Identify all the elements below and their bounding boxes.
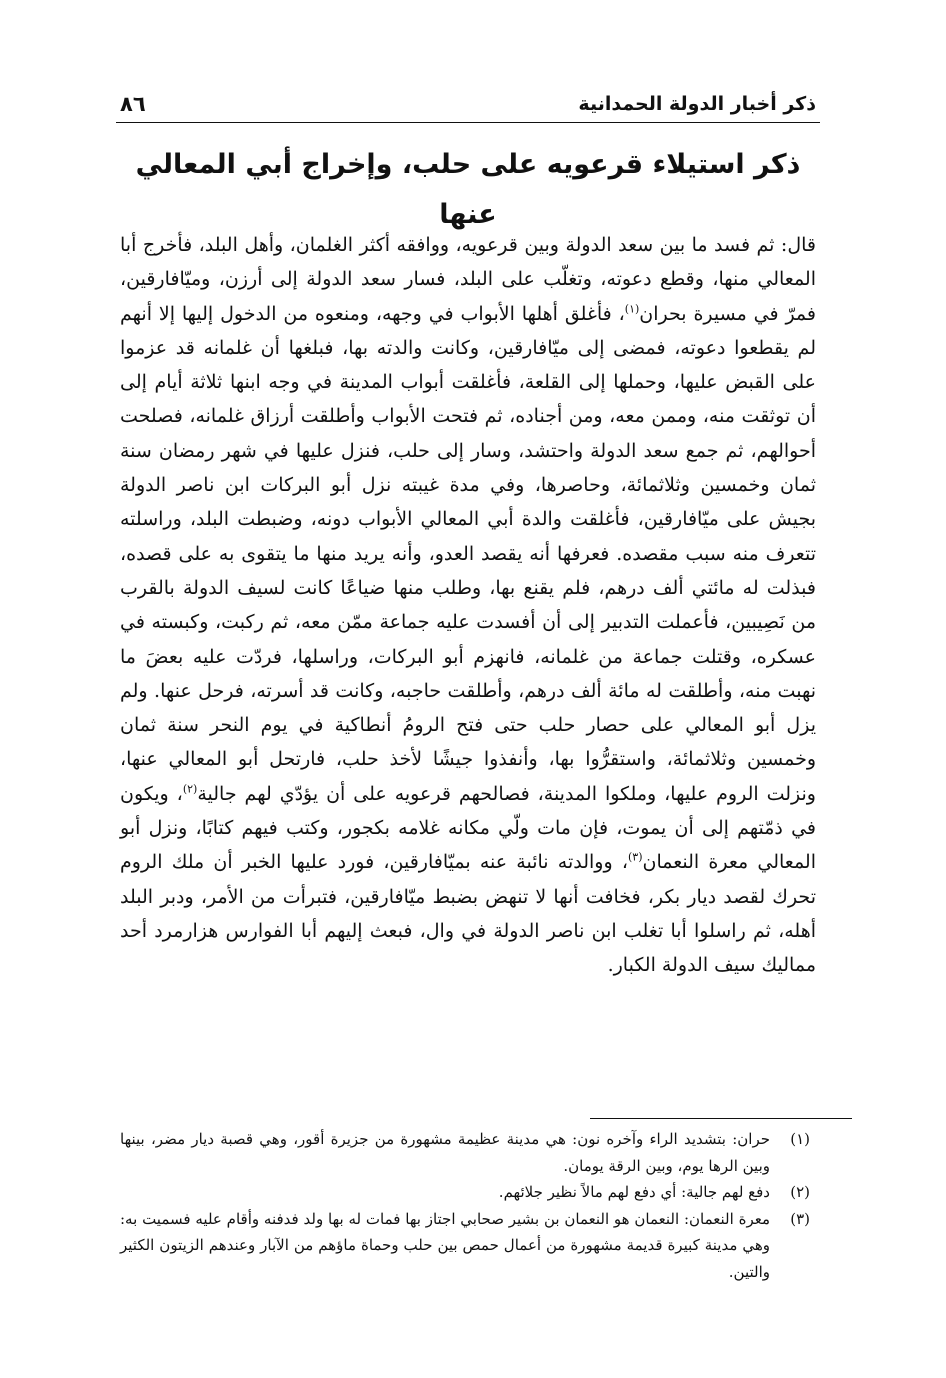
header-rule	[116, 122, 820, 123]
body-paragraph	[120, 228, 816, 983]
body-text-segment: قال: ثم فسد ما بين سعد الدولة وبين قرعويه، ووافقه أكثر الغلمان، وأهل البلد، فأخرج أبا المعالي منها، وقطع دعوته، وتغلّب على البلد، فسار سعد الدولة إلى أرزن، وميّافارقين، فمرّ في مسيرة بحران	[120, 234, 816, 325]
footnote-number: (٢)	[790, 1183, 810, 1201]
footnote-item	[120, 1179, 816, 1206]
footnote-rule	[590, 1118, 852, 1119]
footnote-item	[120, 1206, 816, 1286]
footnote-number: (٣)	[790, 1209, 810, 1228]
footnote-ref-1[interactable]: (١)	[624, 302, 640, 316]
footnotes-list	[120, 1126, 816, 1285]
page-number: ٨٦	[120, 92, 146, 116]
footnote-ref-3[interactable]: (٣)	[627, 851, 643, 865]
footnote-ref-2[interactable]: (٢)	[182, 782, 198, 796]
running-head	[120, 86, 816, 122]
footnote-text: دفع لهم جالية: أي دفع لهم مالاً نظير جلائهم.	[498, 1183, 770, 1201]
footnote-number: (١)	[790, 1130, 810, 1148]
body-text-segment: ، ووالدته نائبة عنه بميّافارقين، فورد عليها الخبر أن ملك الروم تحرك لقصد ديار بكر، فخافت أنها لا تنهض بضبط ميّافارقين، فتبرأت من الأمر، ودبر البلد أهله، ثم راسلوا أبا تغلب ابن ناصر الدولة في وال، فبعث إليهم أبا الفوارس هزارمرد أحد مماليك سيف الدولة الكبار.	[120, 851, 816, 977]
running-title: ذكر أخبار الدولة الحمدانية	[578, 93, 816, 115]
footnote-text: حران: بتشديد الراء وآخره نون: هي مدينة عظيمة مشهورة من جزيرة أقور، وهي قصبة ديار مضر، بينها وبين الرها يوم، وبين الرقة يومان.	[120, 1130, 770, 1175]
footnote-text: معرة النعمان: النعمان هو النعمان بن بشير صحابي اجتاز بها فمات له بها ولد فدفنه وأقام عليه فسميت به: وهي مدينة كبيرة قديمة مشهورة من أعمال حمص بين حلب وحماة ماؤهم من الآبار وعندهم الزيتون الكثير والتين.	[120, 1209, 770, 1281]
footnote-item	[120, 1126, 816, 1179]
chapter-title: ذكر استيلاء قرعويه على حلب، وإخراج أبي المعالي عنها	[135, 149, 801, 230]
body-text-segment: ، فأغلق أهلها الأبواب في وجهه، ومنعوه من الدخول إليها إلا أنهم لم يقطعوا دعوته، فمضى إلى ميّافارقين، وكانت والدته بها، فبلغها أن غلمانه قد عزموا على القبض عليها، وحملها إلى القلعة، فأغلقت أبواب المدينة في وجه ابنها ثلاثة أيام إلى أن توثقت منه، وممن معه، ومن أجناده، ثم فتحت الأبواب وأطلقت أرزاق غلمانه، فصلحت أحوالهم، ثم جمع سعد الدولة واحتشد، وسار إلى حلب، فنزل عليها في شهر رمضان سنة ثمان وخمسين وثلاثمائة، وحاصرها، وفي مدة غيبته نزل أبو البركات ابن ناصر الدولة بجيش على ميّافارقين، فأغلقت والدة أبي المعالي الأبواب دونه، وضبطت البلد، وراسلته تتعرف منه سبب مقصده. فعرفها أنه يقصد العدو، وأنه يريد منها ما يتقوى به على قصده، فبذلت له مائتي ألف درهم، فلم يقنع بها، وطلب منها ضياعًا كانت لسيف الدولة بالقرب من نَصِيبين، فأعملت التدبير إلى أن أفسدت عليه جماعة ممّن معه، ثم ركبت، وكبسته في عسكره، وقتلت جماعة من غلمانه، فانهزم أبو البركات، وراسلها، فردّت عليه بعضَ ما نهبت منه، وأطلقت له مائة ألف درهم، وأطلقت حاجبه، وكانت قد أسرته، فرحل عنها. ولم يزل أبو المعالي على حصار حلب حتى فتح الرومُ أنطاكية في يوم النحر سنة ثمان وخمسين وثلاثمائة، واستقرُّوا بها، وأنفذوا جيشًا لأخذ حلب، فارتحل أبو المعالي عنها، ونزلت الروم عليها، وملكوا المدينة، فصالحهم قرعويه على أن يؤدّي لهم جالية	[120, 302, 816, 805]
body-text-segment: ، ويكون في ذمّتهم إلى أن يموت، فإن مات ولّي مكانه غلامه بكجور، وكتب فيهم كتابًا، ونزل أبو المعالي معرة النعمان	[120, 782, 817, 874]
